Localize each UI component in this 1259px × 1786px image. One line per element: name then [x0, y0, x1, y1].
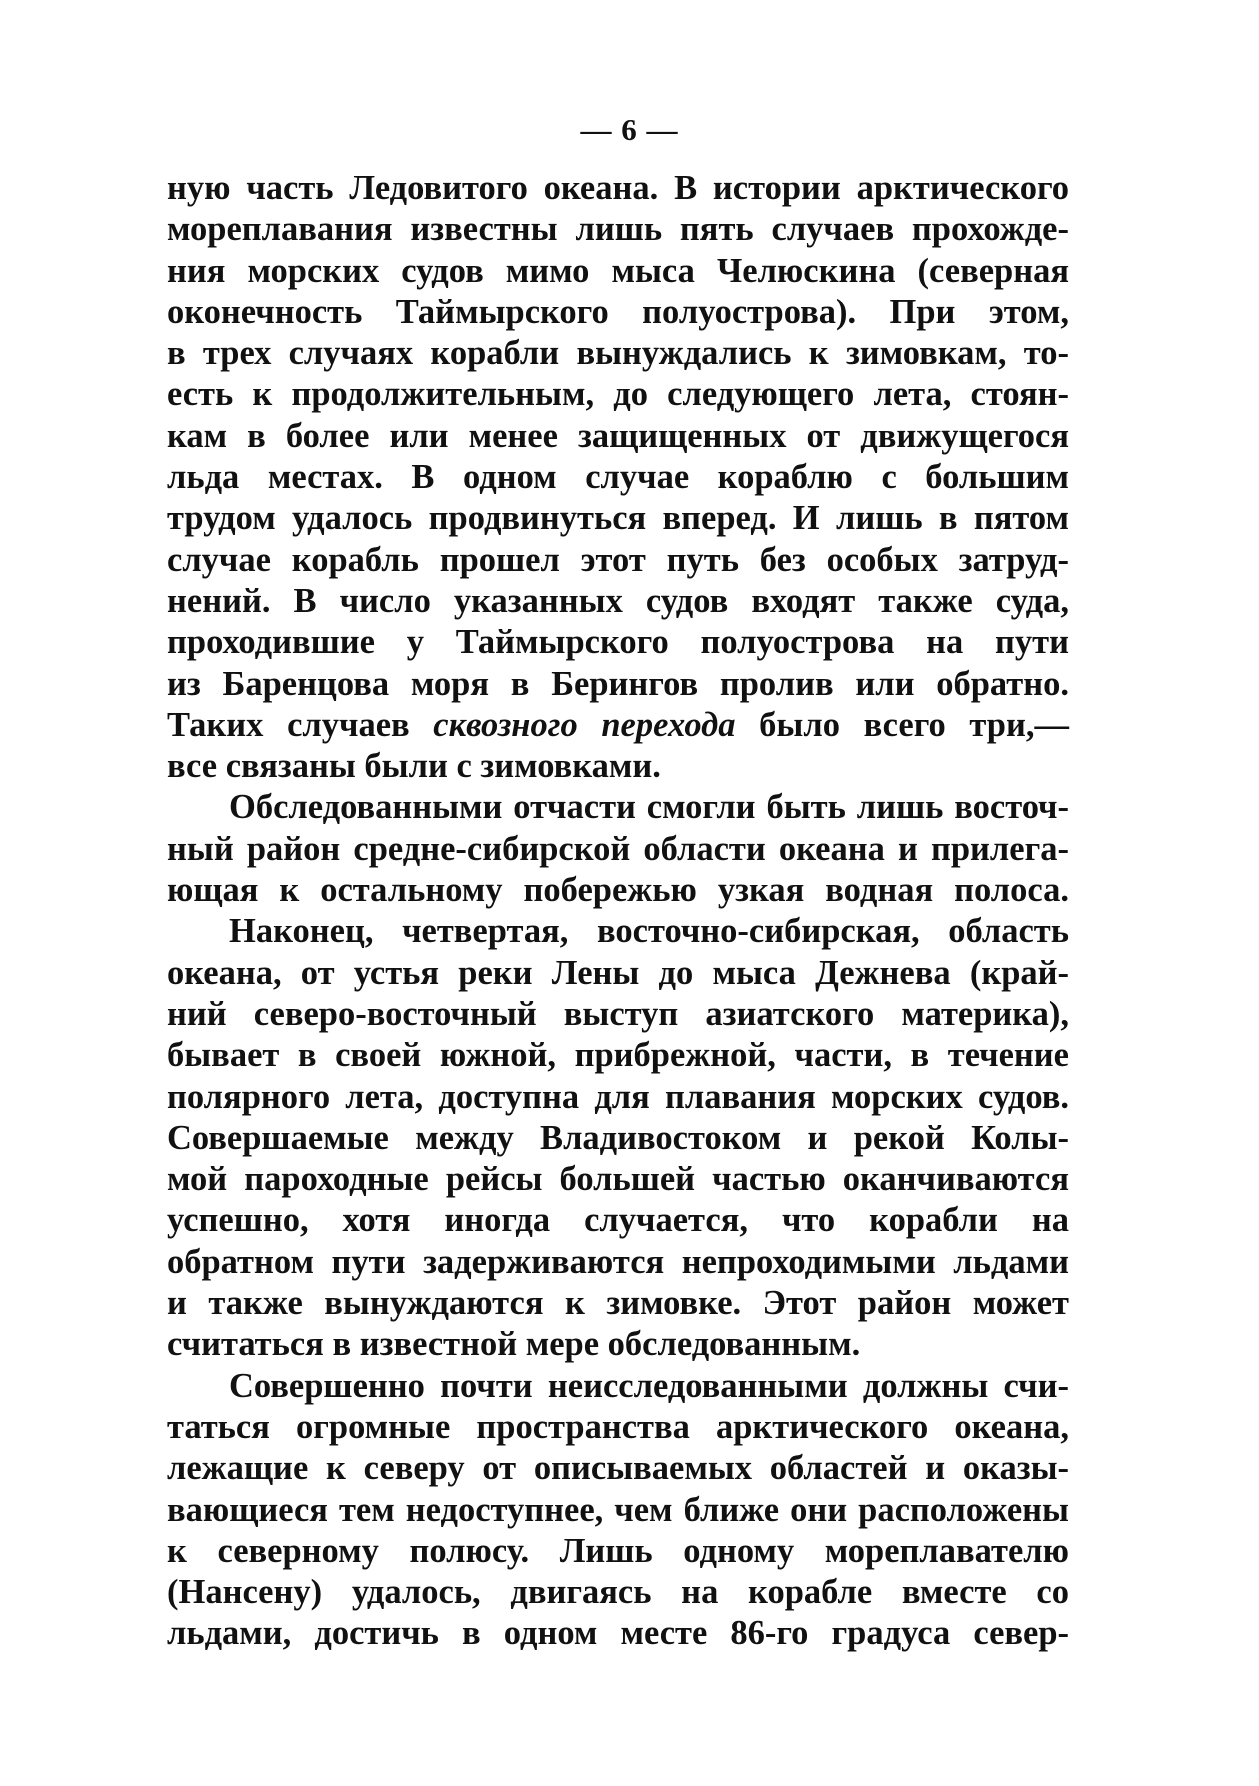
text-line: из Баренцова моря в Берингов пролив или обратно.: [167, 664, 1069, 703]
text-line: к северному полюсу. Лишь одному мореплавателю: [167, 1531, 1069, 1570]
text-line: лежащие к северу от описываемых областей и оказы-: [167, 1449, 1069, 1488]
page-number: — 6 —: [580, 112, 679, 147]
text-line: оконечность Таймырского полуострова). При этом,: [167, 292, 1069, 331]
text-line: проходившие у Таймырского полуострова на пути: [167, 623, 1069, 662]
text-line: Совершаемые между Владивостоком и рекой Колы-: [167, 1118, 1069, 1157]
text-segment: Таких случаев: [167, 705, 434, 744]
text-line: случае корабль прошел этот путь без особых затруд-: [167, 540, 1069, 579]
text-line: ния морских судов мимо мыса Челюскина (северная: [167, 251, 1069, 290]
text-line: вающиеся тем недоступнее, чем ближе они расположены: [167, 1490, 1069, 1529]
text-line: есть к продолжительным, до следующего лета, стоян-: [167, 375, 1069, 414]
body-text: [167, 168, 1069, 1655]
text-line: в трех случаях корабли вынуждались к зимовкам, то-: [167, 334, 1069, 373]
text-line: бывает в своей южной, прибрежной, части, в течение: [167, 1036, 1069, 1075]
text-line: льдами, достичь в одном месте 86-го градуса север-: [167, 1614, 1069, 1653]
text-line: обратном пути задерживаются непроходимыми льдами: [167, 1242, 1069, 1281]
paragraph-4: [167, 1366, 1069, 1655]
text-line: ющая к остальному побережью узкая водная полоса.: [167, 871, 1069, 910]
text-line: ний северо-восточный выступ азиатского материка),: [167, 994, 1069, 1033]
text-line: Обследованными отчасти смогли быть лишь восточ-: [229, 788, 1069, 827]
text-line: считаться в известной мере обследованным.: [167, 1325, 861, 1364]
text-line: льда местах. В одном случае кораблю с большим: [167, 458, 1069, 497]
text-line: ную часть Ледовитого океана. В истории арктического: [167, 169, 1069, 207]
text-line: трудом удалось продвинуться вперед. И лишь в пятом: [167, 499, 1069, 538]
text-line: кам в более или менее защищенных от движущегося: [167, 416, 1069, 455]
text-line: все связаны были с зимовками.: [167, 747, 661, 786]
paragraph-2: [167, 787, 1069, 911]
text-line: успешно, хотя иногда случается, что корабли на: [167, 1201, 1069, 1240]
text-line: океана, от устья реки Лены до мыса Дежнева (край-: [167, 953, 1069, 992]
text-line: нений. В число указанных судов входят также суда,: [167, 581, 1069, 620]
paragraph-1: [167, 168, 1069, 787]
text-line: Совершенно почти неисследованными должны счи-: [229, 1366, 1069, 1405]
text-line: и также вынуждаются к зимовке. Этот район может: [167, 1284, 1069, 1323]
text-line: мореплавания известны лишь пять случаев прохожде-: [167, 210, 1069, 249]
text-segment: было всего три,—: [735, 705, 1069, 744]
italic-term: сквозного перехода: [433, 705, 736, 744]
text-line: мой пароходные рейсы большей частью оканчиваются: [167, 1160, 1069, 1199]
text-line: (Нансену) удалось, двигаясь на корабле вместе со: [167, 1573, 1069, 1612]
text-line-with-italic: [167, 705, 1069, 746]
text-line: ный район средне-сибирской области океана и прилега-: [167, 829, 1069, 868]
text-line: таться огромные пространства арктического океана,: [167, 1407, 1069, 1446]
text-line: полярного лета, доступна для плавания морских судов.: [167, 1077, 1069, 1116]
text-line: Наконец, четвертая, восточно-сибирская, область: [229, 912, 1069, 951]
paragraph-3: [167, 911, 1069, 1365]
